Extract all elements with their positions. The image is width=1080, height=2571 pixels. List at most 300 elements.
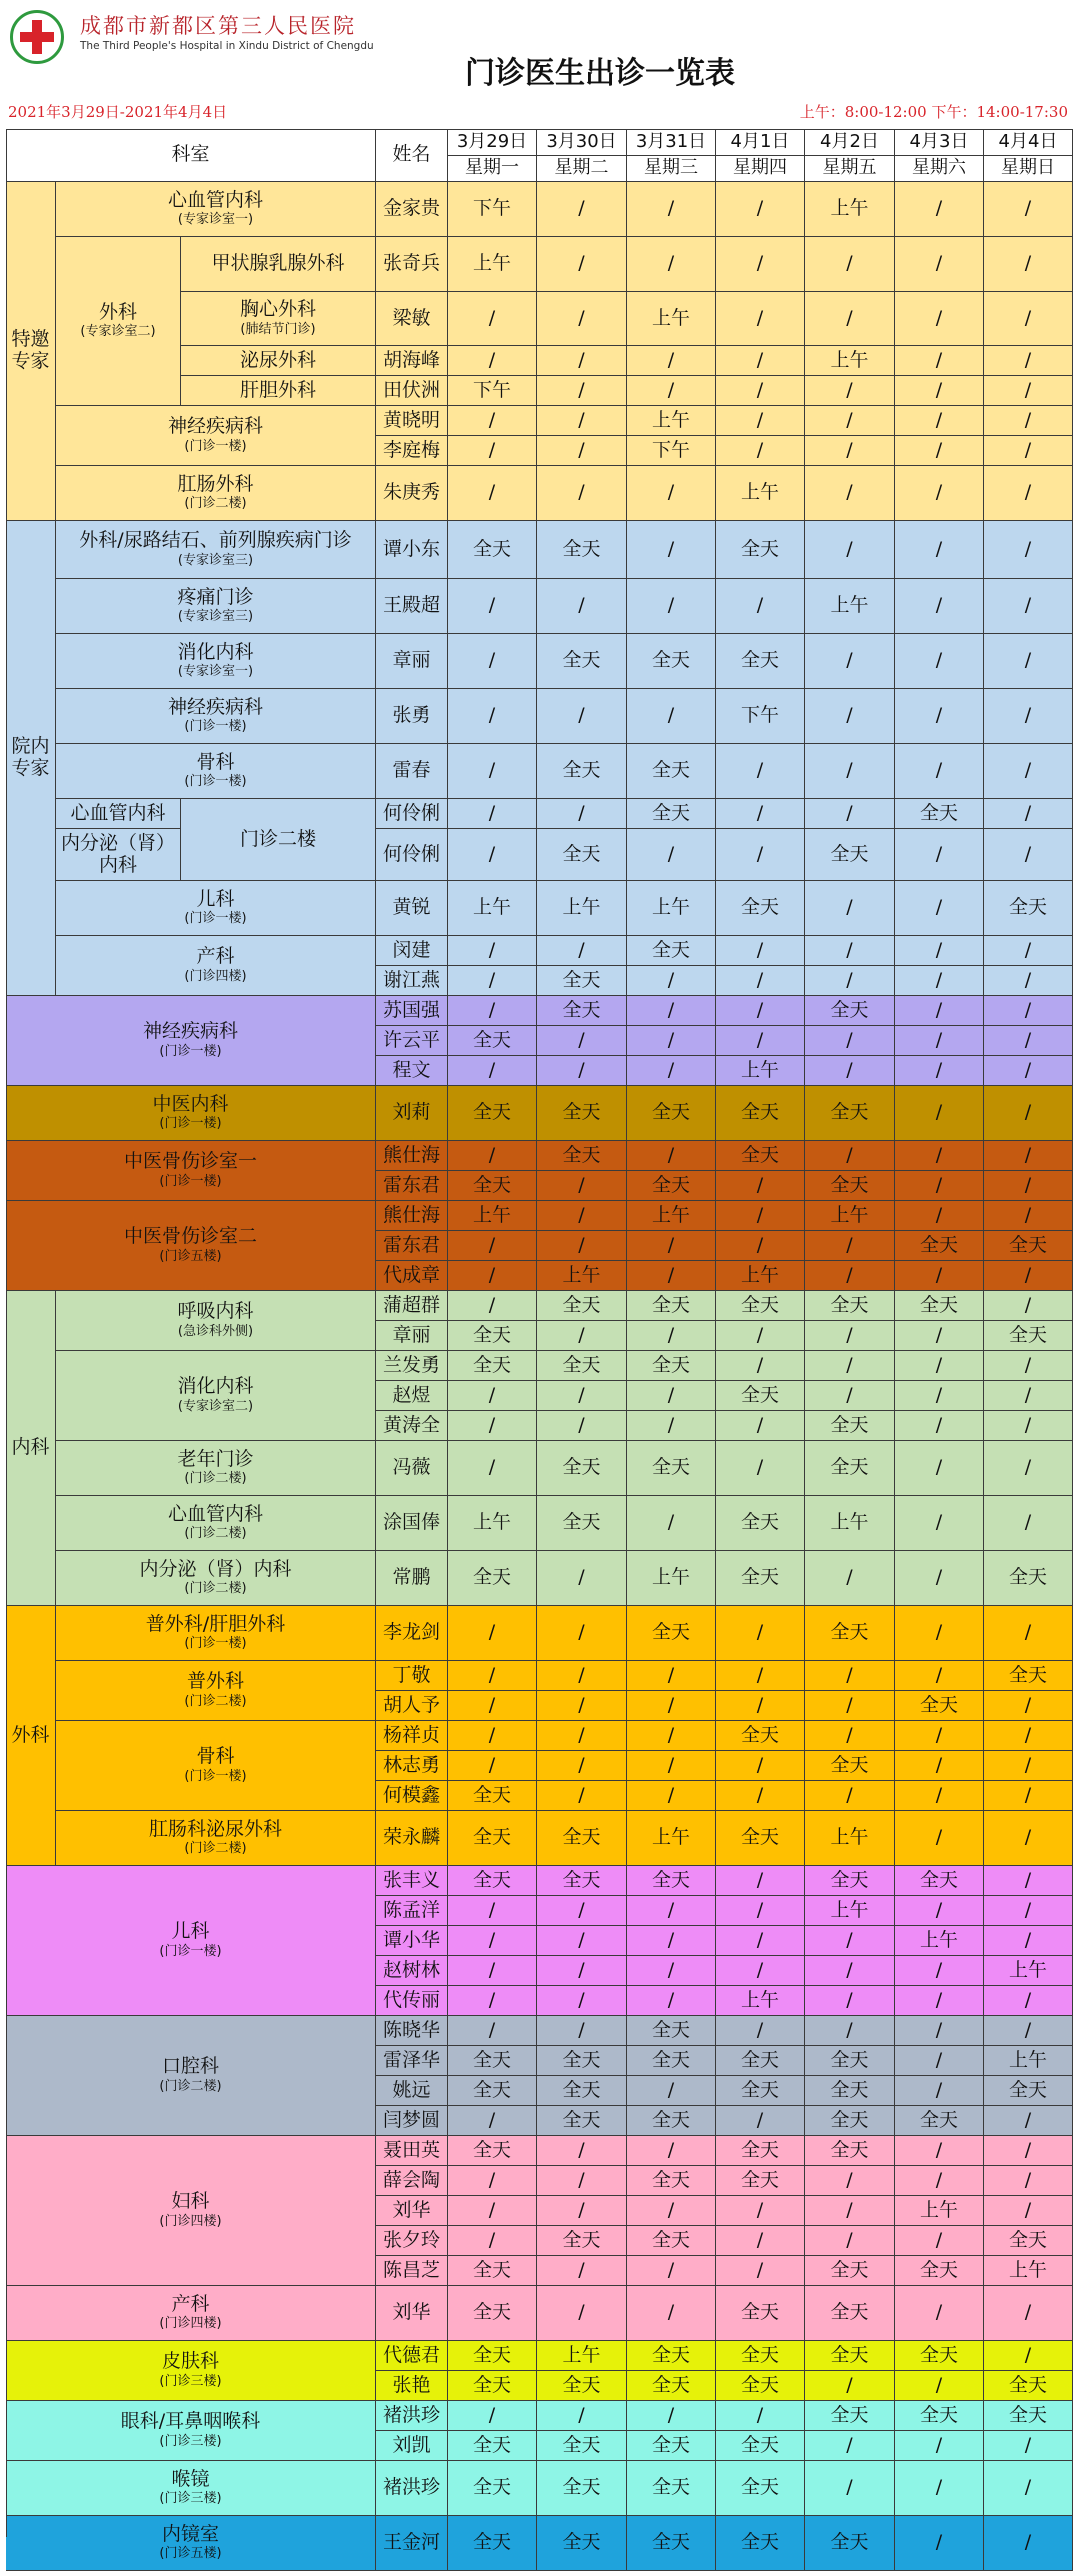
dept-location: (门诊三楼) [159, 2433, 222, 2449]
dept-location: (门诊五楼) [159, 2546, 222, 2562]
group-cell: 特邀专家 [6, 182, 56, 521]
schedule-cell: 上午 [627, 1811, 716, 1866]
schedule-cell: / [537, 1321, 627, 1351]
dept-location: (专家诊室三) [177, 552, 254, 568]
dept-name: 肛肠科泌尿外科 [148, 1817, 282, 1840]
dept-location: (门诊一楼) [184, 1636, 247, 1652]
doctor-name: 荣永麟 [376, 1811, 448, 1866]
schedule-cell: 全天 [984, 2401, 1073, 2431]
schedule-cell: / [448, 1691, 537, 1721]
dept-location: (门诊二楼) [184, 1841, 247, 1857]
schedule-cell: 全天 [805, 2076, 895, 2106]
schedule-cell: / [448, 1661, 537, 1691]
dept-location: (门诊一楼) [159, 1943, 222, 1959]
schedule-cell: 上午 [716, 1056, 805, 1086]
doctor-name: 王殿超 [376, 579, 448, 634]
schedule-cell: / [448, 1231, 537, 1261]
schedule-cell: 上午 [448, 1496, 537, 1551]
schedule-cell: / [805, 2196, 895, 2226]
schedule-cell: / [805, 1381, 895, 1411]
header-date: 4月2日 [805, 129, 895, 156]
schedule-cell: / [895, 1896, 984, 1926]
dept-name: 喉镜 [171, 2467, 210, 2490]
dept-location: (门诊一楼) [184, 719, 247, 735]
schedule-cell: / [716, 1606, 805, 1661]
schedule-cell: / [627, 579, 716, 634]
doctor-name: 雷春 [376, 744, 448, 799]
schedule-cell: 全天 [716, 1811, 805, 1866]
schedule-cell: / [716, 406, 805, 436]
schedule-cell: / [716, 1926, 805, 1956]
schedule-cell: 全天 [805, 2256, 895, 2286]
schedule-cell: / [716, 1201, 805, 1231]
schedule-cell: / [895, 1381, 984, 1411]
dept-location: (门诊二楼) [184, 1526, 247, 1542]
schedule-cell: / [984, 376, 1073, 406]
schedule-cell: / [716, 2106, 805, 2136]
schedule-cell: / [627, 1411, 716, 1441]
doctor-name: 雷东君 [376, 1171, 448, 1201]
schedule-cell: / [716, 1231, 805, 1261]
schedule-cell: / [716, 2226, 805, 2256]
schedule-cell: / [984, 237, 1073, 292]
schedule-cell: / [895, 881, 984, 936]
dept-cell [6, 1086, 376, 1141]
schedule-cell: / [984, 799, 1073, 829]
schedule-cell: 全天 [537, 1351, 627, 1381]
schedule-cell: / [716, 1411, 805, 1441]
dept-cell [56, 579, 376, 634]
doctor-name: 聂田英 [376, 2136, 448, 2166]
dept-cell [56, 936, 376, 996]
schedule-cell: / [537, 1026, 627, 1056]
schedule-cell: / [895, 1496, 984, 1551]
dept-name: 神经疾病科 [167, 695, 263, 718]
dept-location: (急诊科外侧) [177, 1323, 254, 1339]
doctor-name: 何伶俐 [376, 799, 448, 829]
schedule-cell: 全天 [716, 1141, 805, 1171]
schedule-cell: / [537, 579, 627, 634]
schedule-cell: 全天 [895, 799, 984, 829]
schedule-cell: / [537, 346, 627, 376]
clinic-hours: 上午：8:00-12:00 下午：14:00-17:30 [799, 103, 1068, 121]
schedule-cell: 全天 [448, 521, 537, 579]
dept-cell [56, 1291, 376, 1351]
schedule-cell: / [895, 1606, 984, 1661]
dept-cell [6, 1141, 376, 1201]
schedule-cell: / [895, 2226, 984, 2256]
schedule-cell: / [984, 1926, 1073, 1956]
schedule-cell: 全天 [537, 1141, 627, 1171]
schedule-table [6, 129, 1073, 2562]
dept-name: 儿科 [196, 887, 235, 910]
header-dept: 科室 [6, 129, 376, 182]
header-weekday: 星期六 [895, 156, 984, 182]
dept-name: 中医内科 [152, 1092, 229, 1115]
doctor-name: 刘凯 [376, 2431, 448, 2461]
schedule-cell: / [984, 406, 1073, 436]
dept-cell [56, 466, 376, 521]
schedule-cell: / [984, 1781, 1073, 1811]
schedule-cell: / [627, 1261, 716, 1291]
schedule-cell: 全天 [448, 1551, 537, 1606]
dept-cell [181, 346, 376, 376]
schedule-cell: 全天 [895, 2401, 984, 2431]
schedule-cell: 全天 [716, 2516, 805, 2571]
schedule-cell: / [984, 1141, 1073, 1171]
schedule-cell: / [627, 182, 716, 237]
schedule-cell: / [627, 2401, 716, 2431]
dept-name: 骨科 [196, 750, 235, 773]
schedule-cell: / [984, 1866, 1073, 1896]
schedule-cell: 全天 [627, 2046, 716, 2076]
schedule-cell: / [805, 1141, 895, 1171]
dept-cell [56, 521, 376, 579]
schedule-cell: / [448, 829, 537, 881]
schedule-cell: 全天 [537, 2076, 627, 2106]
schedule-cell: / [805, 2016, 895, 2046]
schedule-cell: / [627, 2196, 716, 2226]
schedule-cell: / [537, 1986, 627, 2016]
schedule-cell: / [984, 1986, 1073, 2016]
schedule-cell: 全天 [448, 1781, 537, 1811]
doctor-name: 林志勇 [376, 1751, 448, 1781]
schedule-cell: 全天 [537, 1086, 627, 1141]
schedule-cell: / [627, 689, 716, 744]
schedule-cell: / [895, 744, 984, 799]
schedule-cell: 上午 [805, 346, 895, 376]
schedule-cell: 全天 [716, 2076, 805, 2106]
header-weekday: 星期日 [984, 156, 1073, 182]
schedule-cell: / [716, 346, 805, 376]
schedule-cell: 全天 [805, 1441, 895, 1496]
schedule-cell: 全天 [537, 1866, 627, 1896]
schedule-cell: / [895, 2371, 984, 2401]
schedule-cell: / [537, 1956, 627, 1986]
schedule-cell: / [448, 799, 537, 829]
schedule-cell: 下午 [448, 376, 537, 406]
schedule-cell: / [448, 1606, 537, 1661]
schedule-cell: / [448, 2196, 537, 2226]
schedule-cell: / [984, 182, 1073, 237]
schedule-cell: / [984, 346, 1073, 376]
schedule-cell: 上午 [895, 2196, 984, 2226]
dept-location: (门诊五楼) [159, 1248, 222, 1264]
schedule-cell: / [895, 1056, 984, 1086]
schedule-cell: / [895, 182, 984, 237]
schedule-cell: / [895, 1201, 984, 1231]
dept-location: (门诊二楼) [184, 496, 247, 512]
schedule-cell: / [716, 1781, 805, 1811]
schedule-cell: / [537, 292, 627, 346]
schedule-cell: / [805, 1551, 895, 1606]
schedule-cell: 全天 [805, 996, 895, 1026]
schedule-cell: / [895, 1661, 984, 1691]
dept-name: 心血管内科 [70, 801, 166, 824]
dept-cell [56, 744, 376, 799]
dept-location: (门诊四楼) [184, 968, 247, 984]
schedule-cell: 全天 [805, 2046, 895, 2076]
schedule-cell: 全天 [627, 2016, 716, 2046]
schedule-cell: 全天 [448, 2136, 537, 2166]
schedule-cell: / [895, 829, 984, 881]
schedule-cell: / [537, 1926, 627, 1956]
dept-name: 心血管内科 [167, 1502, 263, 1525]
schedule-cell: / [895, 1551, 984, 1606]
doctor-name: 兰发勇 [376, 1351, 448, 1381]
schedule-cell: 上午 [895, 1926, 984, 1956]
group-cell: 院内专家 [6, 521, 56, 996]
schedule-cell: / [627, 2256, 716, 2286]
schedule-cell: 全天 [805, 2341, 895, 2371]
dept-location: (门诊一楼) [184, 438, 247, 454]
schedule-cell: / [537, 2136, 627, 2166]
schedule-cell: / [895, 1261, 984, 1291]
schedule-cell: / [984, 2196, 1073, 2226]
schedule-cell: / [537, 182, 627, 237]
schedule-cell: 全天 [805, 2136, 895, 2166]
dept-location: (门诊二楼) [159, 2078, 222, 2094]
dept-cell [6, 2461, 376, 2516]
schedule-cell: / [984, 579, 1073, 634]
schedule-cell: 全天 [984, 881, 1073, 936]
schedule-cell: / [895, 1751, 984, 1781]
dept-location: (门诊一楼) [184, 911, 247, 927]
schedule-cell: / [716, 799, 805, 829]
dept-location: (门诊三楼) [159, 2491, 222, 2507]
schedule-cell: / [984, 1291, 1073, 1321]
schedule-cell: 上午 [984, 2046, 1073, 2076]
schedule-cell: / [537, 1551, 627, 1606]
schedule-cell: / [448, 1956, 537, 1986]
dept-location: (专家诊室二) [177, 1398, 254, 1414]
dept-name: 疼痛门诊 [177, 585, 254, 608]
schedule-cell: 上午 [448, 881, 537, 936]
dept-name: 消化内科 [177, 1375, 254, 1398]
schedule-cell: / [895, 376, 984, 406]
schedule-cell: 上午 [448, 1201, 537, 1231]
dept-cell [181, 292, 376, 346]
schedule-cell: 全天 [716, 881, 805, 936]
dept-location: (门诊三楼) [159, 2373, 222, 2389]
schedule-cell: / [895, 1321, 984, 1351]
schedule-cell: 全天 [627, 2106, 716, 2136]
schedule-cell: / [716, 2016, 805, 2046]
schedule-cell: 全天 [716, 1551, 805, 1606]
schedule-cell: / [984, 2286, 1073, 2341]
schedule-cell: / [984, 1411, 1073, 1441]
doctor-name: 黄锐 [376, 881, 448, 936]
schedule-cell: / [448, 1926, 537, 1956]
schedule-cell: / [895, 2136, 984, 2166]
schedule-cell: / [716, 1026, 805, 1056]
schedule-cell: / [537, 436, 627, 466]
schedule-cell: 全天 [448, 2341, 537, 2371]
schedule-cell: / [984, 966, 1073, 996]
schedule-cell: / [537, 1721, 627, 1751]
doctor-name: 刘莉 [376, 1086, 448, 1141]
schedule-cell: / [805, 1026, 895, 1056]
dept-name: 老年门诊 [177, 1447, 254, 1470]
schedule-cell: / [627, 521, 716, 579]
schedule-cell: / [984, 2341, 1073, 2371]
doctor-name: 代传丽 [376, 1986, 448, 2016]
schedule-cell: 全天 [537, 966, 627, 996]
dept-cell [6, 2516, 376, 2571]
dept-cell [56, 1551, 376, 1606]
schedule-cell: / [895, 1986, 984, 2016]
dept-name: 中医骨伤诊室一 [123, 1150, 257, 1173]
schedule-cell: 全天 [716, 1291, 805, 1321]
dept-cell [56, 634, 376, 689]
schedule-cell: / [627, 1956, 716, 1986]
schedule-cell: 全天 [537, 521, 627, 579]
schedule-cell: 全天 [895, 1231, 984, 1261]
schedule-cell: 全天 [448, 2371, 537, 2401]
schedule-cell: / [448, 689, 537, 744]
schedule-cell: 全天 [805, 1086, 895, 1141]
doctor-name: 熊仕海 [376, 1201, 448, 1231]
dept-cell [56, 1441, 376, 1496]
doctor-name: 许云平 [376, 1026, 448, 1056]
schedule-cell: / [984, 521, 1073, 579]
schedule-cell: / [448, 1751, 537, 1781]
schedule-cell: / [448, 2226, 537, 2256]
schedule-cell: 全天 [627, 1866, 716, 1896]
dept-cell [56, 689, 376, 744]
schedule-cell: / [627, 1231, 716, 1261]
schedule-cell: 全天 [448, 2046, 537, 2076]
dept-name: 内分泌（肾）内科 [60, 831, 175, 876]
schedule-cell: / [805, 436, 895, 466]
dept-name: 消化内科 [177, 640, 254, 663]
schedule-cell: / [805, 2226, 895, 2256]
schedule-cell: / [716, 829, 805, 881]
dept-name: 眼科/耳鼻咽喉科 [120, 2410, 261, 2433]
schedule-cell: 上午 [627, 406, 716, 436]
schedule-cell: 全天 [537, 2046, 627, 2076]
doctor-name: 姚远 [376, 2076, 448, 2106]
schedule-cell: / [895, 346, 984, 376]
schedule-cell: / [984, 2016, 1073, 2046]
schedule-cell: / [627, 1926, 716, 1956]
schedule-cell: / [716, 1896, 805, 1926]
schedule-cell: / [716, 237, 805, 292]
schedule-cell: / [716, 2256, 805, 2286]
schedule-cell: / [627, 996, 716, 1026]
schedule-cell: / [984, 466, 1073, 521]
schedule-cell: 全天 [716, 2341, 805, 2371]
schedule-cell: / [805, 466, 895, 521]
schedule-cell: / [984, 1496, 1073, 1551]
schedule-cell: / [984, 1606, 1073, 1661]
schedule-cell: / [716, 1956, 805, 1986]
schedule-cell: / [805, 1351, 895, 1381]
schedule-cell: / [984, 1811, 1073, 1866]
schedule-cell: / [805, 799, 895, 829]
schedule-cell: 全天 [448, 2256, 537, 2286]
schedule-cell: 全天 [537, 1441, 627, 1496]
doctor-name: 张夕玲 [376, 2226, 448, 2256]
doctor-name: 张艳 [376, 2371, 448, 2401]
schedule-cell: / [537, 2166, 627, 2196]
schedule-cell: 全天 [627, 2516, 716, 2571]
dept-name: 胸心外科 [239, 298, 316, 321]
doctor-name: 杨祥贞 [376, 1721, 448, 1751]
schedule-cell: 全天 [627, 1351, 716, 1381]
schedule-cell: / [984, 1441, 1073, 1496]
doctor-name: 谭小东 [376, 521, 448, 579]
schedule-cell: / [537, 1781, 627, 1811]
schedule-cell: 全天 [448, 1171, 537, 1201]
schedule-cell: / [716, 1691, 805, 1721]
schedule-cell: 全天 [537, 2431, 627, 2461]
schedule-cell: / [895, 2076, 984, 2106]
schedule-cell: / [627, 1026, 716, 1056]
schedule-cell: 全天 [448, 2431, 537, 2461]
schedule-cell: / [895, 1026, 984, 1056]
schedule-cell: 上午 [984, 1956, 1073, 1986]
dept-name: 普外科 [186, 1670, 244, 1693]
schedule-cell: / [716, 579, 805, 634]
schedule-cell: / [895, 1781, 984, 1811]
dept-location: (门诊一楼) [184, 1768, 247, 1784]
header-weekday: 星期一 [448, 156, 537, 182]
schedule-cell: / [716, 1351, 805, 1381]
schedule-cell: / [627, 1496, 716, 1551]
schedule-cell: / [895, 996, 984, 1026]
schedule-cell: / [984, 436, 1073, 466]
doctor-name: 金家贵 [376, 182, 448, 237]
schedule-cell: / [537, 1751, 627, 1781]
schedule-cell: 全天 [537, 2106, 627, 2136]
schedule-cell: 全天 [627, 634, 716, 689]
schedule-cell: / [805, 1986, 895, 2016]
schedule-cell: / [448, 406, 537, 436]
schedule-cell: / [895, 1411, 984, 1441]
schedule-cell: 全天 [448, 2076, 537, 2106]
schedule-cell: / [448, 346, 537, 376]
schedule-cell: / [805, 881, 895, 936]
group-cell: 内科 [6, 1291, 56, 1606]
schedule-cell: / [805, 936, 895, 966]
dept-cell [56, 182, 376, 237]
schedule-cell: / [895, 689, 984, 744]
schedule-cell: / [895, 1141, 984, 1171]
dept-name: 儿科 [171, 1920, 210, 1943]
schedule-cell: / [627, 1321, 716, 1351]
schedule-cell: 全天 [984, 2076, 1073, 2106]
schedule-cell: / [448, 996, 537, 1026]
schedule-cell: / [448, 2166, 537, 2196]
dept-cell [6, 1201, 376, 1291]
doctor-name: 刘华 [376, 2286, 448, 2341]
schedule-cell: / [537, 1231, 627, 1261]
schedule-cell: / [895, 2286, 984, 2341]
schedule-cell: / [537, 1171, 627, 1201]
schedule-cell: / [984, 1056, 1073, 1086]
doctor-name: 代德君 [376, 2341, 448, 2371]
doctor-name: 章丽 [376, 634, 448, 689]
schedule-cell: 上午 [984, 2256, 1073, 2286]
schedule-cell: / [448, 1291, 537, 1321]
schedule-cell: / [627, 346, 716, 376]
doctor-name: 张奇兵 [376, 237, 448, 292]
schedule-cell: / [984, 2136, 1073, 2166]
header-date: 4月4日 [984, 129, 1073, 156]
dept-location-cell: 门诊二楼 [181, 799, 376, 881]
schedule-cell: / [984, 744, 1073, 799]
